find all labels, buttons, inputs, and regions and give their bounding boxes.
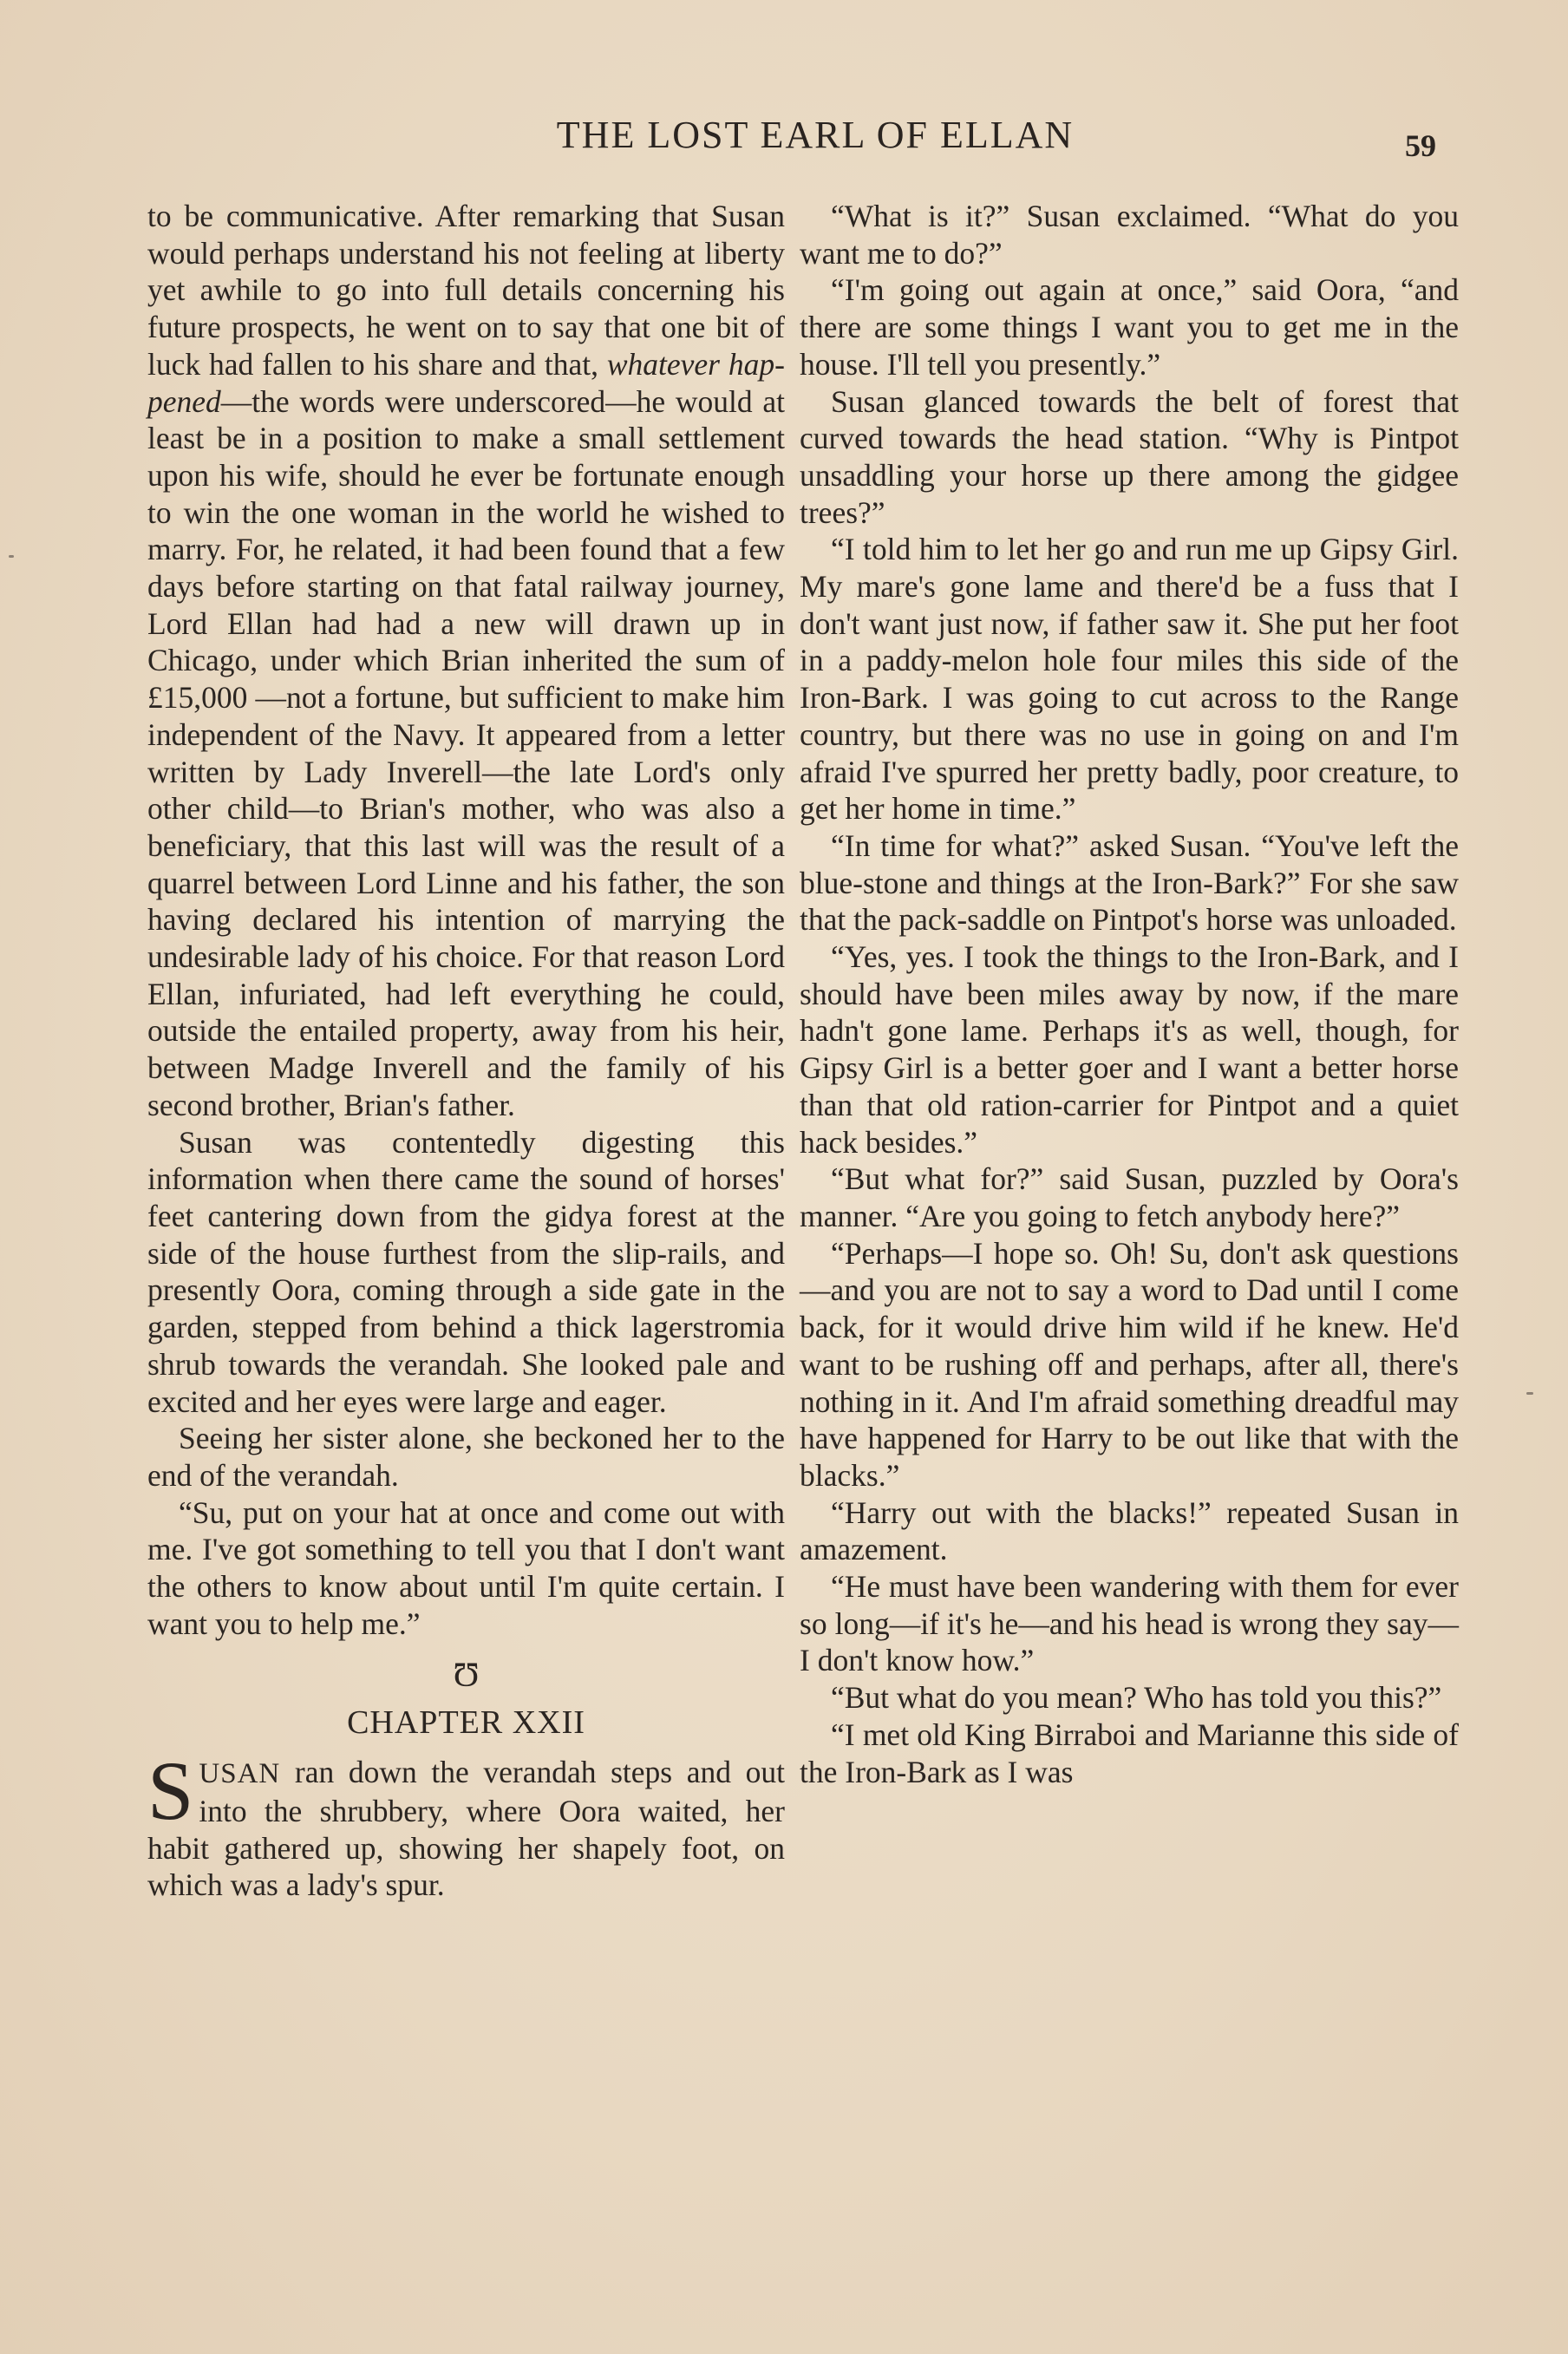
paragraph: “But what for?” said Susan, puzzled by Oora's manner. “Are you going to fetch anybody here?” [800,1161,1459,1233]
page-number: 59 [1405,128,1436,163]
paragraph: “I'm going out again at once,” said Oora, “and there are some things I want you to get me in the house. I'll tell you presently.” [800,272,1459,382]
paper-speck [1526,1392,1533,1395]
paragraph: “Yes, yes. I took the things to the Iron-Bark, and I should have been miles away by now, if the mare hadn't gone lame. Perhaps it's as well, though, for Gipsy Girl is a better goer and I want a better horse than that old ration-carrier for Pintpot and a quiet hack besides.” [800,939,1459,1160]
right-text-column [800,198,1459,1790]
paragraph: “Su, put on your hat at once and come out with me. I've got something to tell you that I don't want the others to know about until I'm quite certain. I want you to help me.” [147,1494,785,1641]
opening-smallcaps: USAN [199,1758,281,1790]
paragraph: “Perhaps—I hope so. Oh! Su, don't ask questions—and you are not to say a word to Dad until I come back, for it would drive him wild if he knew. He'd want to be rushing off and perhaps, after all, there's nothing in it. And I'm afraid something dreadful may have happened for Harry to be out like that with the blacks.” [800,1235,1459,1493]
running-head-title: THE LOST EARL OF ELLAN [556,114,1075,156]
chapter-opening-paragraph [147,1744,785,1904]
paragraph: “He must have been wandering with them for ever so long—if it's he—and his head is wrong they say—I don't know how.” [800,1569,1459,1678]
paragraph: “Harry out with the blacks!” repeated Susan in amazement. [800,1494,1459,1567]
emphasized-text: whatever hap-pened [147,346,785,419]
paragraph: Susan was contentedly digesting this information when there came the sound of horses' feet cantering down from the gidya forest at the side of the house furthest from the slip-rails, and presently Oora, coming through a side gate in the garden, stepped from behind a thick lagerstromia shrub towards the verandah. She looked pale and excited and her eyes were large and eager. [147,1124,785,1419]
paragraph: “I met old King Birraboi and Marianne this side of the Iron-Bark as I was [800,1716,1459,1789]
paragraph-text: ran down the verandah steps and out into the shrubbery, where Oora waited, her habit gathered up, showing her shapely foot, on which was a lady's spur. [147,1755,785,1903]
paragraph-text: to be communicative. After remarking that Susan would perhaps understand his not feeling at liberty yet awhile to go into full details concerning his future prospects, he went on to say that one bit of luck had fallen to his share and that, [147,199,785,382]
paragraph: “I told him to let her go and run me up Gipsy Girl. My mare's gone lame and there'd be a fuss that I don't want just now, if father saw it. She put her foot in a paddy-melon hole four miles this side of the Iron-Bark. I was going to cut across to the Range country, but there was no use in going on and I'm afraid I've spurred her pretty badly, poor creature, to get her home in time.” [800,532,1459,827]
paper-speck [9,555,14,558]
paragraph: “What is it?” Susan exclaimed. “What do you want me to do?” [800,199,1459,271]
chapter-ornament: Ʊ [453,1655,480,1695]
chapter-heading: CHAPTER XXII [347,1704,585,1742]
paragraph: Susan glanced towards the belt of forest that curved towards the head station. “Why is Pintpot unsaddling your horse up there among the gidgee trees?” [800,383,1459,530]
paragraph [147,198,785,1124]
paragraph: Seeing her sister alone, she beckoned her to the end of the verandah. [147,1421,785,1493]
left-text-column [147,198,785,1904]
paragraph: “But what do you mean? Who has told you this?” [831,1680,1442,1716]
paragraph-text: —the words were underscored—he would at least be in a position to make a small settlement upon his wife, should he ever be fortunate enough to win the one woman in the world he wished to marry. For, he related, it had been found that a few days before starting on that fatal railway journey, Lord Ellan had had a new will drawn up in Chicago, under which Brian inherited the sum of £15,000 —not a fortune, but sufficient to make him independent of the Navy. It appeared from a letter written by Lady Inverell—the late Lord's only other child—to Brian's mother, who was also a beneficiary, that this last will was the result of a quarrel between Lord Linne and his father, the son having declared his intention of marrying the undesirable lady of his choice. For that reason Lord Ellan, infuriated, had left everything he could, outside the entailed property, away from his heir, between Madge Inverell and the family of his second brother, Brian's father. [147,383,785,1122]
paragraph: “In time for what?” asked Susan. “You've left the blue-stone and things at the Iron-Bark?” For she saw that the pack-saddle on Pintpot's horse was unloaded. [800,827,1459,938]
drop-cap: S [147,1744,194,1838]
